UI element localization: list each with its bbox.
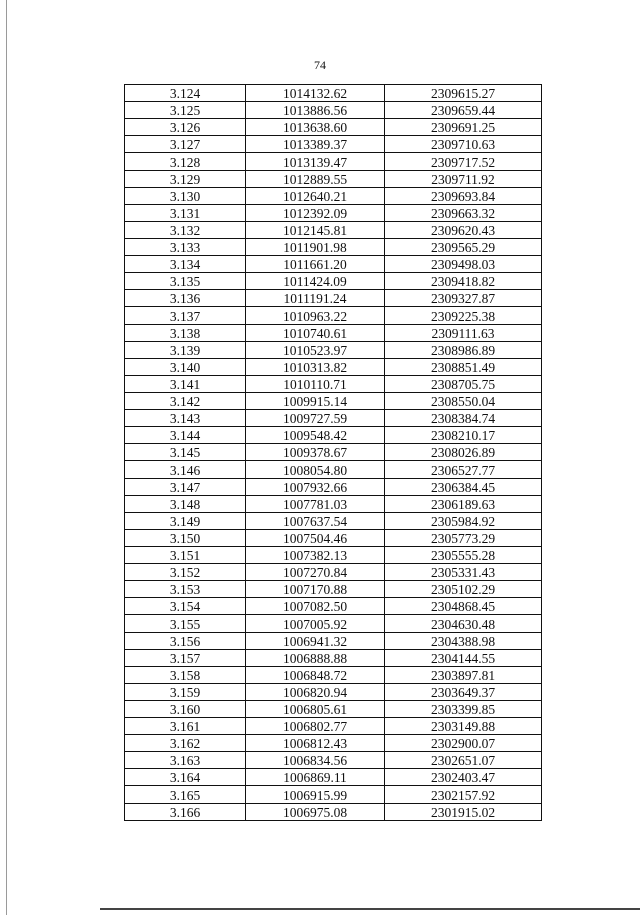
- y-coordinate-cell: 2309498.03: [385, 256, 542, 273]
- table-row: [125, 341, 542, 358]
- table-row: [125, 204, 542, 221]
- table-row: [125, 649, 542, 666]
- x-coordinate-cell: 1007005.92: [246, 615, 385, 632]
- x-coordinate-cell: 1008054.80: [246, 461, 385, 478]
- point-number-cell: 3.136: [125, 290, 246, 307]
- point-number-cell: 3.144: [125, 427, 246, 444]
- x-coordinate-cell: 1007637.54: [246, 512, 385, 529]
- scan-bottom-edge: [100, 908, 640, 910]
- table-row: [125, 632, 542, 649]
- table-row: [125, 119, 542, 136]
- point-number-cell: 3.140: [125, 358, 246, 375]
- y-coordinate-cell: 2306527.77: [385, 461, 542, 478]
- x-coordinate-cell: 1013389.37: [246, 136, 385, 153]
- table-row: [125, 427, 542, 444]
- x-coordinate-cell: 1010740.61: [246, 324, 385, 341]
- y-coordinate-cell: 2309418.82: [385, 273, 542, 290]
- point-number-cell: 3.161: [125, 718, 246, 735]
- point-number-cell: 3.138: [125, 324, 246, 341]
- y-coordinate-cell: 2309691.25: [385, 119, 542, 136]
- x-coordinate-cell: 1007504.46: [246, 529, 385, 546]
- point-number-cell: 3.137: [125, 307, 246, 324]
- x-coordinate-cell: 1014132.62: [246, 85, 385, 102]
- coordinates-table: [124, 84, 542, 821]
- x-coordinate-cell: 1006941.32: [246, 632, 385, 649]
- y-coordinate-cell: 2305555.28: [385, 546, 542, 563]
- y-coordinate-cell: 2303399.85: [385, 700, 542, 717]
- y-coordinate-cell: 2305331.43: [385, 564, 542, 581]
- x-coordinate-cell: 1007932.66: [246, 478, 385, 495]
- y-coordinate-cell: 2309659.44: [385, 102, 542, 119]
- y-coordinate-cell: 2309615.27: [385, 85, 542, 102]
- table-row: [125, 85, 542, 102]
- y-coordinate-cell: 2309663.32: [385, 204, 542, 221]
- y-coordinate-cell: 2309327.87: [385, 290, 542, 307]
- x-coordinate-cell: 1012640.21: [246, 187, 385, 204]
- x-coordinate-cell: 1013139.47: [246, 153, 385, 170]
- table-row: [125, 752, 542, 769]
- point-number-cell: 3.130: [125, 187, 246, 204]
- point-number-cell: 3.139: [125, 341, 246, 358]
- x-coordinate-cell: 1006820.94: [246, 683, 385, 700]
- x-coordinate-cell: 1013638.60: [246, 119, 385, 136]
- x-coordinate-cell: 1007270.84: [246, 564, 385, 581]
- point-number-cell: 3.124: [125, 85, 246, 102]
- point-number-cell: 3.141: [125, 375, 246, 392]
- y-coordinate-cell: 2305102.29: [385, 581, 542, 598]
- x-coordinate-cell: 1006802.77: [246, 718, 385, 735]
- table-row: [125, 461, 542, 478]
- table-row: [125, 307, 542, 324]
- y-coordinate-cell: 2308705.75: [385, 375, 542, 392]
- y-coordinate-cell: 2308851.49: [385, 358, 542, 375]
- x-coordinate-cell: 1009915.14: [246, 392, 385, 409]
- table-row: [125, 581, 542, 598]
- x-coordinate-cell: 1007170.88: [246, 581, 385, 598]
- point-number-cell: 3.159: [125, 683, 246, 700]
- y-coordinate-cell: 2302900.07: [385, 735, 542, 752]
- point-number-cell: 3.165: [125, 786, 246, 803]
- x-coordinate-cell: 1006834.56: [246, 752, 385, 769]
- x-coordinate-cell: 1006848.72: [246, 666, 385, 683]
- x-coordinate-cell: 1011191.24: [246, 290, 385, 307]
- table-row: [125, 444, 542, 461]
- x-coordinate-cell: 1009378.67: [246, 444, 385, 461]
- y-coordinate-cell: 2305984.92: [385, 512, 542, 529]
- y-coordinate-cell: 2308550.04: [385, 392, 542, 409]
- point-number-cell: 3.155: [125, 615, 246, 632]
- x-coordinate-cell: 1013886.56: [246, 102, 385, 119]
- coordinates-table-body: [125, 85, 542, 821]
- point-number-cell: 3.142: [125, 392, 246, 409]
- x-coordinate-cell: 1006805.61: [246, 700, 385, 717]
- point-number-cell: 3.129: [125, 170, 246, 187]
- point-number-cell: 3.158: [125, 666, 246, 683]
- y-coordinate-cell: 2309710.63: [385, 136, 542, 153]
- x-coordinate-cell: 1010963.22: [246, 307, 385, 324]
- y-coordinate-cell: 2309711.92: [385, 170, 542, 187]
- point-number-cell: 3.134: [125, 256, 246, 273]
- point-number-cell: 3.145: [125, 444, 246, 461]
- y-coordinate-cell: 2306384.45: [385, 478, 542, 495]
- table-row: [125, 375, 542, 392]
- table-row: [125, 495, 542, 512]
- table-row: [125, 769, 542, 786]
- table-row: [125, 392, 542, 409]
- point-number-cell: 3.147: [125, 478, 246, 495]
- table-row: [125, 153, 542, 170]
- point-number-cell: 3.160: [125, 700, 246, 717]
- page-number: 74: [314, 58, 326, 72]
- y-coordinate-cell: 2309111.63: [385, 324, 542, 341]
- x-coordinate-cell: 1007382.13: [246, 546, 385, 563]
- x-coordinate-cell: 1012392.09: [246, 204, 385, 221]
- x-coordinate-cell: 1009727.59: [246, 410, 385, 427]
- x-coordinate-cell: 1011901.98: [246, 238, 385, 255]
- point-number-cell: 3.135: [125, 273, 246, 290]
- table-row: [125, 803, 542, 820]
- point-number-cell: 3.164: [125, 769, 246, 786]
- table-row: [125, 324, 542, 341]
- table-row: [125, 358, 542, 375]
- x-coordinate-cell: 1006812.43: [246, 735, 385, 752]
- y-coordinate-cell: 2302403.47: [385, 769, 542, 786]
- y-coordinate-cell: 2308986.89: [385, 341, 542, 358]
- y-coordinate-cell: 2304630.48: [385, 615, 542, 632]
- table-row: [125, 564, 542, 581]
- point-number-cell: 3.125: [125, 102, 246, 119]
- y-coordinate-cell: 2309620.43: [385, 221, 542, 238]
- y-coordinate-cell: 2304388.98: [385, 632, 542, 649]
- table-row: [125, 410, 542, 427]
- y-coordinate-cell: 2309225.38: [385, 307, 542, 324]
- point-number-cell: 3.156: [125, 632, 246, 649]
- table-row: [125, 529, 542, 546]
- table-row: [125, 786, 542, 803]
- table-row: [125, 546, 542, 563]
- point-number-cell: 3.146: [125, 461, 246, 478]
- y-coordinate-cell: 2304868.45: [385, 598, 542, 615]
- point-number-cell: 3.166: [125, 803, 246, 820]
- y-coordinate-cell: 2309565.29: [385, 238, 542, 255]
- table-row: [125, 256, 542, 273]
- y-coordinate-cell: 2306189.63: [385, 495, 542, 512]
- point-number-cell: 3.162: [125, 735, 246, 752]
- y-coordinate-cell: 2304144.55: [385, 649, 542, 666]
- x-coordinate-cell: 1009548.42: [246, 427, 385, 444]
- point-number-cell: 3.128: [125, 153, 246, 170]
- point-number-cell: 3.157: [125, 649, 246, 666]
- point-number-cell: 3.149: [125, 512, 246, 529]
- table-row: [125, 478, 542, 495]
- point-number-cell: 3.151: [125, 546, 246, 563]
- table-row: [125, 700, 542, 717]
- point-number-cell: 3.131: [125, 204, 246, 221]
- x-coordinate-cell: 1010313.82: [246, 358, 385, 375]
- table-row: [125, 666, 542, 683]
- point-number-cell: 3.154: [125, 598, 246, 615]
- y-coordinate-cell: 2308026.89: [385, 444, 542, 461]
- y-coordinate-cell: 2305773.29: [385, 529, 542, 546]
- x-coordinate-cell: 1006869.11: [246, 769, 385, 786]
- table-row: [125, 512, 542, 529]
- point-number-cell: 3.163: [125, 752, 246, 769]
- x-coordinate-cell: 1006975.08: [246, 803, 385, 820]
- x-coordinate-cell: 1010523.97: [246, 341, 385, 358]
- table-row: [125, 683, 542, 700]
- y-coordinate-cell: 2303897.81: [385, 666, 542, 683]
- x-coordinate-cell: 1011424.09: [246, 273, 385, 290]
- x-coordinate-cell: 1006888.88: [246, 649, 385, 666]
- x-coordinate-cell: 1007781.03: [246, 495, 385, 512]
- table-row: [125, 187, 542, 204]
- table-row: [125, 238, 542, 255]
- point-number-cell: 3.150: [125, 529, 246, 546]
- y-coordinate-cell: 2302651.07: [385, 752, 542, 769]
- x-coordinate-cell: 1006915.99: [246, 786, 385, 803]
- point-number-cell: 3.153: [125, 581, 246, 598]
- point-number-cell: 3.148: [125, 495, 246, 512]
- point-number-cell: 3.133: [125, 238, 246, 255]
- point-number-cell: 3.143: [125, 410, 246, 427]
- point-number-cell: 3.126: [125, 119, 246, 136]
- x-coordinate-cell: 1011661.20: [246, 256, 385, 273]
- x-coordinate-cell: 1010110.71: [246, 375, 385, 392]
- y-coordinate-cell: 2301915.02: [385, 803, 542, 820]
- x-coordinate-cell: 1012145.81: [246, 221, 385, 238]
- table-row: [125, 102, 542, 119]
- point-number-cell: 3.132: [125, 221, 246, 238]
- table-row: [125, 170, 542, 187]
- y-coordinate-cell: 2303649.37: [385, 683, 542, 700]
- y-coordinate-cell: 2309693.84: [385, 187, 542, 204]
- table-row: [125, 221, 542, 238]
- scan-left-edge: [6, 0, 7, 915]
- x-coordinate-cell: 1007082.50: [246, 598, 385, 615]
- y-coordinate-cell: 2308210.17: [385, 427, 542, 444]
- y-coordinate-cell: 2303149.88: [385, 718, 542, 735]
- table-row: [125, 615, 542, 632]
- y-coordinate-cell: 2308384.74: [385, 410, 542, 427]
- table-row: [125, 273, 542, 290]
- x-coordinate-cell: 1012889.55: [246, 170, 385, 187]
- table-row: [125, 718, 542, 735]
- point-number-cell: 3.152: [125, 564, 246, 581]
- point-number-cell: 3.127: [125, 136, 246, 153]
- y-coordinate-cell: 2309717.52: [385, 153, 542, 170]
- table-row: [125, 735, 542, 752]
- table-row: [125, 598, 542, 615]
- table-row: [125, 136, 542, 153]
- table-row: [125, 290, 542, 307]
- y-coordinate-cell: 2302157.92: [385, 786, 542, 803]
